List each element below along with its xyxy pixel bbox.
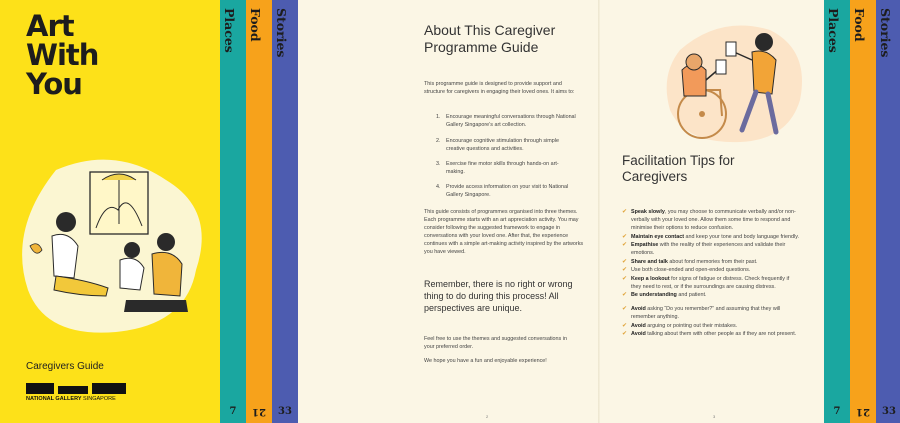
page-number: 3: [713, 414, 716, 419]
check-icon: ✔: [622, 267, 628, 273]
tip-bold: Maintain eye contact: [631, 233, 685, 240]
about-quote: Remember, there is no right or wrong thing to do during this process! All perspectives are unique.: [424, 279, 573, 313]
tip-item: [622, 291, 800, 299]
avoid-item: [622, 305, 800, 321]
tip-text: and patient.: [676, 292, 707, 298]
tip-bold: Be understanding: [631, 292, 677, 298]
tab-page-number: 33: [278, 406, 292, 417]
about-intro: This programme guide is designed to provide support and structure for caregivers in engaging their loved ones. It aims to:: [424, 81, 575, 95]
tips-list: [622, 208, 800, 339]
about-title: About This Caregiver Programme Guide: [424, 22, 556, 55]
check-icon: ✔: [622, 322, 628, 329]
tip-bold: Share and talk: [631, 258, 668, 265]
tip-item: [622, 241, 800, 257]
tip-item: [622, 233, 800, 241]
tab-food-left[interactable]: [246, 0, 272, 423]
tab-stories-left[interactable]: [272, 0, 298, 423]
check-icon: ✔: [622, 306, 628, 312]
about-paragraph: We hope you have a fun and enjoyable experience!: [424, 358, 547, 364]
check-icon: ✔: [622, 331, 628, 337]
check-icon: ✔: [622, 292, 628, 298]
avoid-bold: Avoid: [631, 306, 646, 312]
check-icon: ✔: [622, 275, 628, 282]
cover-illustration: [16, 150, 212, 340]
aim-text: Encourage cognitive stimulation through simple creative questions and activities.: [446, 138, 559, 152]
national-gallery-logo: [26, 383, 136, 405]
tab-places-right[interactable]: [824, 0, 850, 423]
check-icon: ✔: [622, 209, 628, 215]
avoid-item: [622, 330, 800, 338]
logo-blocks-icon: [26, 383, 126, 394]
logo-text: [26, 396, 116, 402]
cover-title: [26, 9, 206, 101]
aim-number: 3.: [436, 161, 441, 167]
tip-text: about fond memories from their past.: [667, 258, 758, 265]
cover-title-line: Art: [26, 9, 74, 43]
tab-label: Food: [852, 8, 867, 42]
tip-bold: Speak slowly: [631, 209, 665, 215]
tab-label: Places: [222, 8, 237, 53]
avoid-text: arguing or pointing out their mistakes.: [645, 322, 738, 329]
tab-label: Stories: [274, 8, 289, 58]
cover-title-line: With: [26, 38, 99, 72]
aim-text: Encourage meaningful conversations through National Gallery Singapore’s art collection.: [446, 114, 576, 128]
page-number: 2: [486, 414, 489, 419]
tab-food-right[interactable]: [850, 0, 876, 423]
about-body: This guide consists of programmes organised into three themes. Each programme starts with an art appreciation activity. You may consider following the suggested framework to engage in conversations with your loved one. After that, the experience continues with a simple art-making activity inspired by the artworks you have viewed.: [424, 209, 584, 255]
avoid-bold: Avoid: [631, 322, 646, 329]
aim-number: 4.: [436, 184, 441, 190]
tab-stories-right[interactable]: [876, 0, 900, 423]
check-icon: ✔: [622, 233, 628, 240]
tip-text: , you may choose to communicate verbally and/or non-verbally with your loved one. Allow them some time to respond and minimise their options to reduce confusion.: [631, 209, 796, 231]
tab-label: Stories: [878, 8, 893, 58]
tip-text: and keep your tone and body language friendly.: [684, 233, 800, 240]
tab-page-number: 21: [252, 406, 266, 417]
tip-item: [622, 266, 800, 274]
tip-text: with the reality of their experiences and validate their emotions.: [631, 242, 786, 256]
aim-text: Exercise fine motor skills through hands-on art-making.: [446, 161, 559, 175]
cover-panel: [0, 0, 220, 423]
tab-page-number: 7: [229, 406, 237, 417]
aim-number: 1.: [436, 114, 441, 120]
avoid-text: talking about them with other people as if they are not present.: [645, 331, 797, 337]
logo-text-bold: NATIONAL GALLERY: [26, 396, 82, 402]
tip-item: [622, 208, 800, 232]
tab-label: Food: [248, 8, 263, 42]
logo-text-regular: SINGAPORE: [81, 396, 116, 402]
tip-item: [622, 275, 800, 291]
check-icon: ✔: [622, 258, 628, 265]
avoid-bold: Avoid: [631, 331, 646, 337]
avoid-text: asking “Do you remember?” and assuming that they will remember anything.: [631, 306, 781, 320]
check-icon: ✔: [622, 242, 628, 248]
tab-page-number: 7: [833, 406, 841, 417]
aim-item: [436, 160, 576, 176]
avoid-item: [622, 322, 800, 330]
tab-places-left[interactable]: [220, 0, 246, 423]
cover-subtitle: Caregivers Guide: [26, 361, 104, 372]
aim-text: Provide access information on your visit to National Gallery Singapore.: [446, 184, 569, 198]
caregiver-illustration: [660, 20, 810, 145]
tip-text: for signs of fatigue or distress. Check frequently if they need to rest, or if the surroundings are causing distress.: [631, 275, 790, 290]
facilitation-title: Facilitation Tips for Caregivers: [622, 153, 735, 184]
aim-item: [436, 113, 576, 129]
tip-text: Use both close-ended and open-ended questions.: [631, 267, 751, 273]
tab-page-number: 21: [856, 406, 870, 417]
tip-item: [622, 258, 800, 266]
tip-bold: Keep a lookout: [631, 275, 670, 282]
about-paragraph: Feel free to use the themes and suggested conversations in your preferred order.: [424, 336, 567, 350]
aim-number: 2.: [436, 138, 441, 144]
tip-bold: Empathise: [631, 242, 659, 248]
tab-label: Places: [826, 8, 841, 53]
aim-item: [436, 137, 576, 153]
aim-item: [436, 183, 576, 199]
cover-title-line: You: [26, 67, 82, 101]
tab-page-number: 33: [882, 406, 896, 417]
